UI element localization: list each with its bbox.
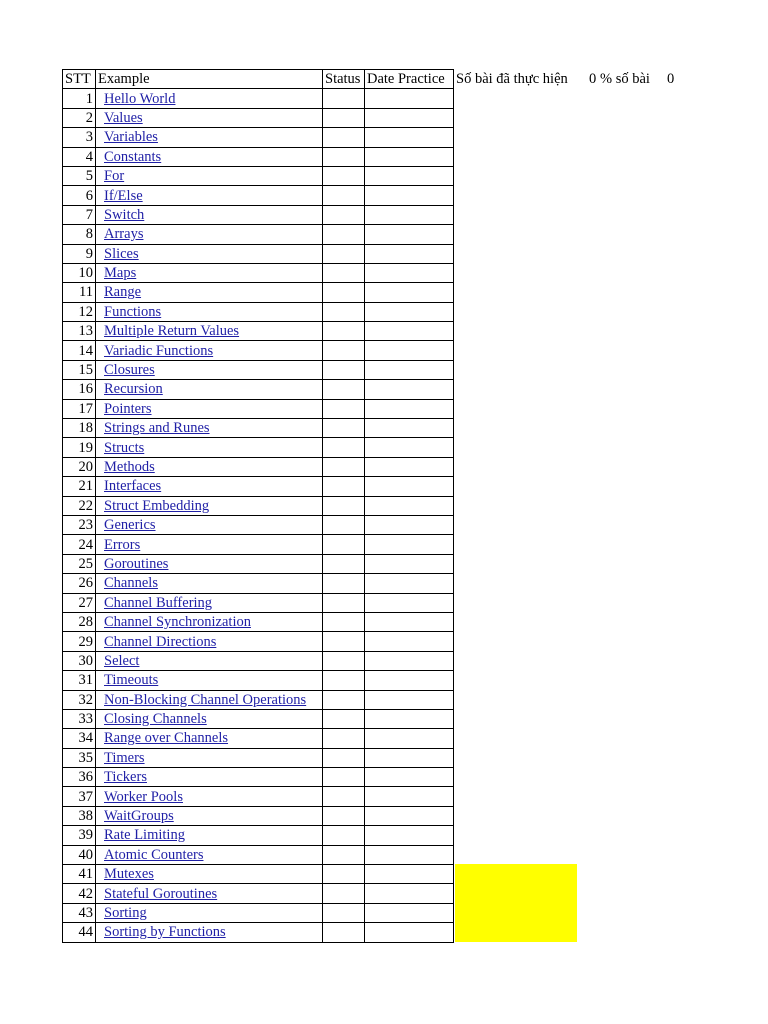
date-practice-cell[interactable] <box>365 438 454 457</box>
row-number: 5 <box>63 166 96 185</box>
example-link[interactable]: Variadic Functions <box>104 342 214 359</box>
row-number: 41 <box>63 865 96 884</box>
date-practice-cell[interactable] <box>365 360 454 379</box>
table-row <box>63 651 454 670</box>
date-practice-cell[interactable] <box>365 806 454 825</box>
row-number: 15 <box>63 360 96 379</box>
example-cell <box>96 360 323 379</box>
row-number: 13 <box>63 322 96 341</box>
status-cell[interactable] <box>323 651 365 670</box>
status-cell[interactable] <box>323 826 365 845</box>
example-cell <box>96 399 323 418</box>
status-cell[interactable] <box>323 903 365 922</box>
row-number: 26 <box>63 574 96 593</box>
row-number: 8 <box>63 225 96 244</box>
status-cell[interactable] <box>323 147 365 166</box>
example-link[interactable]: Arrays <box>104 226 144 243</box>
date-practice-cell[interactable] <box>365 496 454 515</box>
table-row <box>63 399 454 418</box>
date-practice-cell[interactable] <box>365 671 454 690</box>
table-row <box>63 380 454 399</box>
example-cell <box>96 632 323 651</box>
example-link[interactable]: Channel Directions <box>104 633 217 650</box>
table-row <box>63 186 454 205</box>
highlight-block <box>455 864 577 942</box>
example-link[interactable]: Range over Channels <box>104 730 229 747</box>
date-practice-cell[interactable] <box>365 515 454 534</box>
status-cell[interactable] <box>323 923 365 942</box>
table-row <box>63 438 454 457</box>
row-number: 39 <box>63 826 96 845</box>
example-link[interactable]: Sorting <box>104 904 147 921</box>
status-cell[interactable] <box>323 225 365 244</box>
header-date-practice: Date Practice <box>365 70 454 89</box>
date-practice-cell[interactable] <box>365 166 454 185</box>
table-row <box>63 496 454 515</box>
status-cell[interactable] <box>323 244 365 263</box>
status-cell[interactable] <box>323 341 365 360</box>
row-number: 40 <box>63 845 96 864</box>
example-link[interactable]: WaitGroups <box>104 808 174 825</box>
table-row <box>63 768 454 787</box>
date-practice-cell[interactable] <box>365 612 454 631</box>
status-cell[interactable] <box>323 729 365 748</box>
example-link[interactable]: For <box>104 168 125 185</box>
example-link[interactable]: Multiple Return Values <box>104 323 240 340</box>
example-cell <box>96 515 323 534</box>
table-row <box>63 166 454 185</box>
example-cell <box>96 612 323 631</box>
date-practice-cell[interactable] <box>365 399 454 418</box>
row-number: 32 <box>63 690 96 709</box>
table-row <box>63 865 454 884</box>
example-cell <box>96 865 323 884</box>
example-link[interactable]: Slices <box>104 245 139 262</box>
example-link[interactable]: Stateful Goroutines <box>104 885 218 902</box>
row-number: 6 <box>63 186 96 205</box>
example-cell <box>96 186 323 205</box>
status-cell[interactable] <box>323 515 365 534</box>
status-cell[interactable] <box>323 89 365 108</box>
row-number: 44 <box>63 923 96 942</box>
date-practice-cell[interactable] <box>365 147 454 166</box>
example-cell <box>96 709 323 728</box>
table-row <box>63 806 454 825</box>
example-link[interactable]: Methods <box>104 459 155 475</box>
row-number: 28 <box>63 612 96 631</box>
date-practice-cell[interactable] <box>365 186 454 205</box>
status-cell[interactable] <box>323 166 365 185</box>
example-cell <box>96 806 323 825</box>
date-practice-cell[interactable] <box>365 477 454 496</box>
table-row <box>63 147 454 166</box>
example-link[interactable]: Strings and Runes <box>104 420 210 437</box>
table-row <box>63 903 454 922</box>
table-row <box>63 632 454 651</box>
status-cell[interactable] <box>323 593 365 612</box>
table-row <box>63 748 454 767</box>
example-cell <box>96 380 323 399</box>
row-number: 30 <box>63 651 96 670</box>
example-cell <box>96 593 323 612</box>
example-link[interactable]: Generics <box>104 517 156 534</box>
example-cell <box>96 147 323 166</box>
table-row <box>63 729 454 748</box>
status-cell[interactable] <box>323 884 365 903</box>
row-number: 17 <box>63 399 96 418</box>
table-row <box>63 283 454 302</box>
row-number: 24 <box>63 535 96 554</box>
example-link[interactable]: Values <box>104 109 143 126</box>
row-number: 1 <box>63 89 96 108</box>
row-number: 31 <box>63 671 96 690</box>
example-cell <box>96 322 323 341</box>
table-row <box>63 574 454 593</box>
row-number: 36 <box>63 768 96 787</box>
date-practice-cell[interactable] <box>365 845 454 864</box>
row-number: 20 <box>63 457 96 476</box>
date-practice-cell[interactable] <box>365 263 454 282</box>
row-number: 2 <box>63 108 96 127</box>
table-row <box>63 341 454 360</box>
example-link[interactable]: Struct Embedding <box>104 497 210 514</box>
date-practice-cell[interactable] <box>365 535 454 554</box>
example-link[interactable]: Channels <box>104 575 158 592</box>
example-link[interactable]: Channel Synchronization <box>104 614 251 631</box>
date-practice-cell[interactable] <box>365 457 454 476</box>
row-number: 22 <box>63 496 96 515</box>
status-cell[interactable] <box>323 283 365 302</box>
row-number: 11 <box>63 283 96 302</box>
row-number: 25 <box>63 554 96 573</box>
example-link[interactable]: Timers <box>104 749 145 766</box>
row-number: 37 <box>63 787 96 806</box>
date-practice-cell[interactable] <box>365 574 454 593</box>
row-number: 38 <box>63 806 96 825</box>
table-row <box>63 322 454 341</box>
status-cell[interactable] <box>323 748 365 767</box>
date-practice-cell[interactable] <box>365 302 454 321</box>
status-cell[interactable] <box>323 612 365 631</box>
table-row <box>63 690 454 709</box>
example-link[interactable]: Switch <box>104 206 145 223</box>
example-link[interactable]: Recursion <box>104 381 163 398</box>
table-row <box>63 205 454 224</box>
example-cell <box>96 787 323 806</box>
example-link[interactable]: Atomic Counters <box>104 846 204 863</box>
example-link[interactable]: Worker Pools <box>104 788 183 805</box>
date-practice-cell[interactable] <box>365 593 454 612</box>
date-practice-cell[interactable] <box>365 554 454 573</box>
example-cell <box>96 128 323 147</box>
row-number: 10 <box>63 263 96 282</box>
example-cell <box>96 457 323 476</box>
example-cell <box>96 903 323 922</box>
example-link[interactable]: Constants <box>104 148 162 165</box>
date-practice-cell[interactable] <box>365 748 454 767</box>
row-number: 4 <box>63 147 96 166</box>
row-number: 18 <box>63 419 96 438</box>
row-number: 19 <box>63 438 96 457</box>
status-cell[interactable] <box>323 845 365 864</box>
header-example: Example <box>96 70 323 89</box>
example-link[interactable]: Goroutines <box>104 555 169 572</box>
table-row <box>63 477 454 496</box>
status-cell[interactable] <box>323 787 365 806</box>
status-cell[interactable] <box>323 768 365 787</box>
row-number: 14 <box>63 341 96 360</box>
date-practice-cell[interactable] <box>365 341 454 360</box>
date-practice-cell[interactable] <box>365 709 454 728</box>
status-cell[interactable] <box>323 690 365 709</box>
example-link[interactable]: Mutexes <box>104 866 154 883</box>
examples-table-body <box>63 70 454 943</box>
example-link[interactable]: Select <box>104 652 140 669</box>
row-number: 34 <box>63 729 96 748</box>
example-cell <box>96 671 323 690</box>
status-cell[interactable] <box>323 574 365 593</box>
example-link[interactable]: Closing Channels <box>104 711 207 728</box>
example-link[interactable]: Structs <box>104 439 145 456</box>
example-link[interactable]: Pointers <box>104 400 152 417</box>
example-cell <box>96 166 323 185</box>
date-practice-cell[interactable] <box>365 826 454 845</box>
example-link[interactable]: Sorting by Functions <box>104 924 226 941</box>
table-row <box>63 244 454 263</box>
date-practice-cell[interactable] <box>365 768 454 787</box>
status-cell[interactable] <box>323 457 365 476</box>
row-number: 43 <box>63 903 96 922</box>
header-stt: STT <box>63 70 96 89</box>
status-cell[interactable] <box>323 554 365 573</box>
example-cell <box>96 651 323 670</box>
row-number: 16 <box>63 380 96 399</box>
example-cell <box>96 302 323 321</box>
date-practice-cell[interactable] <box>365 225 454 244</box>
example-cell <box>96 748 323 767</box>
example-link[interactable]: Interfaces <box>104 478 162 495</box>
date-practice-cell[interactable] <box>365 690 454 709</box>
header-row <box>63 70 454 89</box>
date-practice-cell[interactable] <box>365 283 454 302</box>
table-row <box>63 593 454 612</box>
example-link[interactable]: Maps <box>104 265 137 282</box>
row-number: 9 <box>63 244 96 263</box>
example-link[interactable]: Errors <box>104 536 141 553</box>
row-number: 29 <box>63 632 96 651</box>
table-row <box>63 535 454 554</box>
example-cell <box>96 341 323 360</box>
example-link[interactable]: Hello World <box>104 90 176 107</box>
example-cell <box>96 89 323 108</box>
example-cell <box>96 225 323 244</box>
date-practice-cell[interactable] <box>365 380 454 399</box>
percent-value: 0 <box>667 71 675 87</box>
row-number: 23 <box>63 515 96 534</box>
table-row <box>63 554 454 573</box>
example-cell <box>96 535 323 554</box>
example-link[interactable]: If/Else <box>104 187 143 204</box>
example-link[interactable]: Range <box>104 284 142 301</box>
row-number: 33 <box>63 709 96 728</box>
example-cell <box>96 690 323 709</box>
table-row <box>63 457 454 476</box>
date-practice-cell[interactable] <box>365 244 454 263</box>
example-link[interactable]: Rate Limiting <box>104 827 185 844</box>
example-cell <box>96 283 323 302</box>
date-practice-cell[interactable] <box>365 632 454 651</box>
status-cell[interactable] <box>323 380 365 399</box>
status-cell[interactable] <box>323 419 365 438</box>
percent-label: % số bài <box>600 71 650 87</box>
example-cell <box>96 263 323 282</box>
example-cell <box>96 884 323 903</box>
example-link[interactable]: Non-Blocking Channel Operations <box>104 691 307 708</box>
date-practice-cell[interactable] <box>365 651 454 670</box>
example-cell <box>96 845 323 864</box>
date-practice-cell[interactable] <box>365 903 454 922</box>
table-row <box>63 787 454 806</box>
status-cell[interactable] <box>323 865 365 884</box>
date-practice-cell[interactable] <box>365 322 454 341</box>
date-practice-cell[interactable] <box>365 865 454 884</box>
example-cell <box>96 923 323 942</box>
date-practice-cell[interactable] <box>365 205 454 224</box>
example-link[interactable]: Closures <box>104 362 155 379</box>
table-row <box>63 263 454 282</box>
row-number: 21 <box>63 477 96 496</box>
row-number: 35 <box>63 748 96 767</box>
status-cell[interactable] <box>323 205 365 224</box>
status-cell[interactable] <box>323 709 365 728</box>
table-row <box>63 302 454 321</box>
date-practice-cell[interactable] <box>365 787 454 806</box>
example-cell <box>96 419 323 438</box>
example-cell <box>96 244 323 263</box>
table-row <box>63 108 454 127</box>
status-cell[interactable] <box>323 477 365 496</box>
date-practice-cell[interactable] <box>365 108 454 127</box>
table-row <box>63 845 454 864</box>
example-cell <box>96 438 323 457</box>
example-link[interactable]: Tickers <box>104 769 147 786</box>
status-cell[interactable] <box>323 671 365 690</box>
example-link[interactable]: Channel Buffering <box>104 594 213 611</box>
example-cell <box>96 477 323 496</box>
table-row <box>63 826 454 845</box>
status-cell[interactable] <box>323 302 365 321</box>
table-row <box>63 225 454 244</box>
date-practice-cell[interactable] <box>365 729 454 748</box>
row-number: 27 <box>63 593 96 612</box>
date-practice-cell[interactable] <box>365 419 454 438</box>
example-link[interactable]: Functions <box>104 303 162 320</box>
date-practice-cell[interactable] <box>365 128 454 147</box>
status-cell[interactable] <box>323 360 365 379</box>
status-cell[interactable] <box>323 535 365 554</box>
done-count-label: Số bài đã thực hiện <box>456 71 568 87</box>
date-practice-cell[interactable] <box>365 89 454 108</box>
status-cell[interactable] <box>323 186 365 205</box>
table-row <box>63 884 454 903</box>
table-row <box>63 89 454 108</box>
status-cell[interactable] <box>323 496 365 515</box>
header-status: Status <box>323 70 365 89</box>
status-cell[interactable] <box>323 438 365 457</box>
table-row <box>63 671 454 690</box>
status-cell[interactable] <box>323 263 365 282</box>
example-cell <box>96 826 323 845</box>
example-link[interactable]: Variables <box>104 129 158 146</box>
done-count-value: 0 <box>589 71 597 87</box>
table-row <box>63 515 454 534</box>
examples-table <box>62 69 454 943</box>
example-cell <box>96 729 323 748</box>
example-cell <box>96 554 323 573</box>
table-row <box>63 128 454 147</box>
date-practice-cell[interactable] <box>365 884 454 903</box>
row-number: 42 <box>63 884 96 903</box>
example-cell <box>96 574 323 593</box>
table-row <box>63 419 454 438</box>
status-cell[interactable] <box>323 806 365 825</box>
table-row <box>63 709 454 728</box>
status-cell[interactable] <box>323 108 365 127</box>
example-link[interactable]: Timeouts <box>104 672 159 689</box>
table-row <box>63 923 454 942</box>
date-practice-cell[interactable] <box>365 923 454 942</box>
row-number: 12 <box>63 302 96 321</box>
table-row <box>63 612 454 631</box>
status-cell[interactable] <box>323 399 365 418</box>
status-cell[interactable] <box>323 322 365 341</box>
row-number: 3 <box>63 128 96 147</box>
example-cell <box>96 108 323 127</box>
example-cell <box>96 768 323 787</box>
row-number: 7 <box>63 205 96 224</box>
status-cell[interactable] <box>323 632 365 651</box>
table-row <box>63 360 454 379</box>
example-cell <box>96 205 323 224</box>
status-cell[interactable] <box>323 128 365 147</box>
example-cell <box>96 496 323 515</box>
